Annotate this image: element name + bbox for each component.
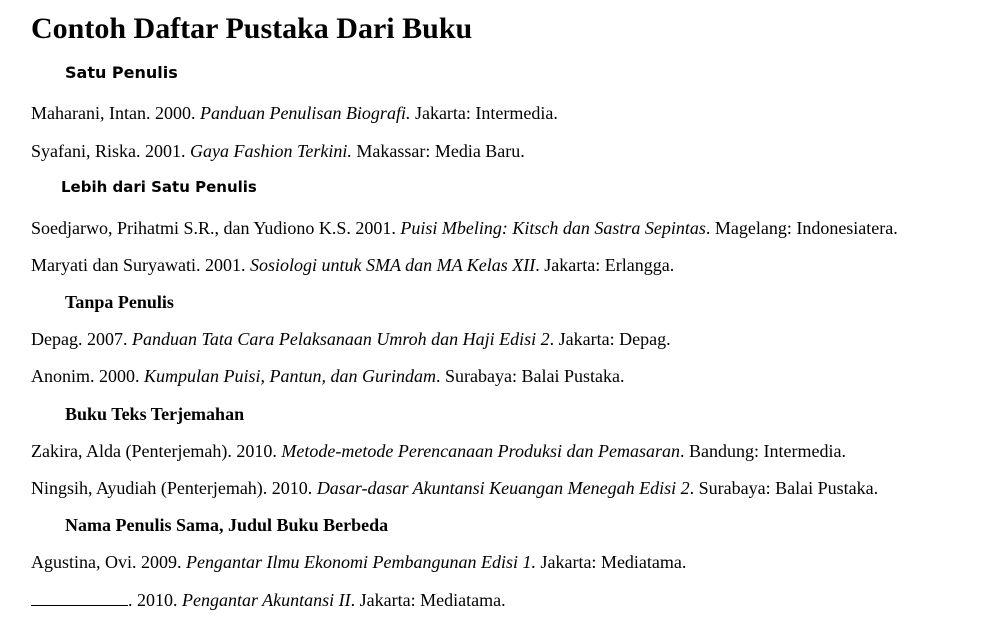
reference-entry (31, 551, 686, 573)
entry-publisher: . Jakarta: Erlangga. (535, 255, 675, 275)
same-author-underline (31, 591, 128, 606)
entry-publisher: . Bandung: Intermedia. (680, 441, 846, 461)
entry-publisher: . Surabaya: Balai Pustaka. (436, 366, 625, 386)
section-heading-lebih-dari-satu-penulis: Lebih dari Satu Penulis (61, 178, 257, 196)
entry-publisher: . Surabaya: Balai Pustaka. (689, 478, 879, 498)
entry-publisher: . Jakarta: Depag. (549, 329, 671, 349)
section-heading-satu-penulis: Satu Penulis (65, 63, 178, 82)
entry-author: Anonim. 2000. (31, 366, 145, 386)
section-heading-tanpa-penulis: Tanpa Penulis (65, 292, 174, 312)
entry-author: Maharani, Intan. 2000. (31, 103, 200, 123)
section-heading-buku-teks-terjemahan: Buku Teks Terjemahan (65, 404, 245, 424)
entry-publisher: Jakarta: Mediatama. (535, 552, 687, 572)
page-title: Contoh Daftar Pustaka Dari Buku (31, 12, 473, 45)
reference-entry (31, 217, 898, 239)
section-heading-nama-penulis-sama: Nama Penulis Sama, Judul Buku Berbeda (65, 515, 389, 535)
entry-author: Depag. 2007. (31, 329, 132, 349)
entry-book-title: Dasar-dasar Akuntansi Keuangan Menegah Edisi 2 (316, 478, 690, 498)
entry-author: Agustina, Ovi. 2009. (31, 552, 186, 572)
entry-author: Syafani, Riska. 2001. (31, 141, 190, 161)
reference-entry (31, 102, 558, 124)
reference-entry (31, 254, 674, 276)
reference-entry (31, 440, 846, 462)
entry-book-title: Puisi Mbeling: Kitsch dan Sastra Sepintas (400, 218, 706, 238)
entry-publisher: Jakarta: Intermedia. (410, 103, 558, 123)
reference-entry (31, 589, 506, 611)
entry-book-title: Pengantar Akuntansi II (182, 590, 351, 610)
entry-author: Maryati dan Suryawati. 2001. (31, 255, 250, 275)
entry-publisher: Makassar: Media Baru. (351, 141, 525, 161)
reference-entry (31, 477, 878, 499)
entry-book-title: Pengantar Ilmu Ekonomi Pembangunan Edisi 1. (186, 552, 536, 572)
reference-entry (31, 140, 525, 162)
entry-book-title: Gaya Fashion Terkini. (190, 141, 352, 161)
entry-publisher: . Jakarta: Mediatama. (350, 590, 506, 610)
entry-author: Soedjarwo, Prihatmi S.R., dan Yudiono K.S. 2001. (31, 218, 401, 238)
entry-author: Zakira, Alda (Penterjemah). 2010. (31, 441, 282, 461)
entry-book-title: Kumpulan Puisi, Pantun, dan Gurindam (144, 366, 437, 386)
entry-book-title: Metode-metode Perencanaan Produksi dan Pemasaran (281, 441, 680, 461)
reference-entry (31, 328, 671, 350)
entry-book-title: Sosiologi untuk SMA dan MA Kelas XII (249, 255, 536, 275)
entry-book-title: Panduan Penulisan Biografi. (199, 103, 411, 123)
entry-author: . 2010. (128, 590, 182, 610)
reference-entry (31, 365, 625, 387)
entry-book-title: Panduan Tata Cara Pelaksanaan Umroh dan Haji Edisi 2 (131, 329, 550, 349)
entry-publisher: . Magelang: Indonesiatera. (705, 218, 898, 238)
entry-author: Ningsih, Ayudiah (Penterjemah). 2010. (31, 478, 317, 498)
